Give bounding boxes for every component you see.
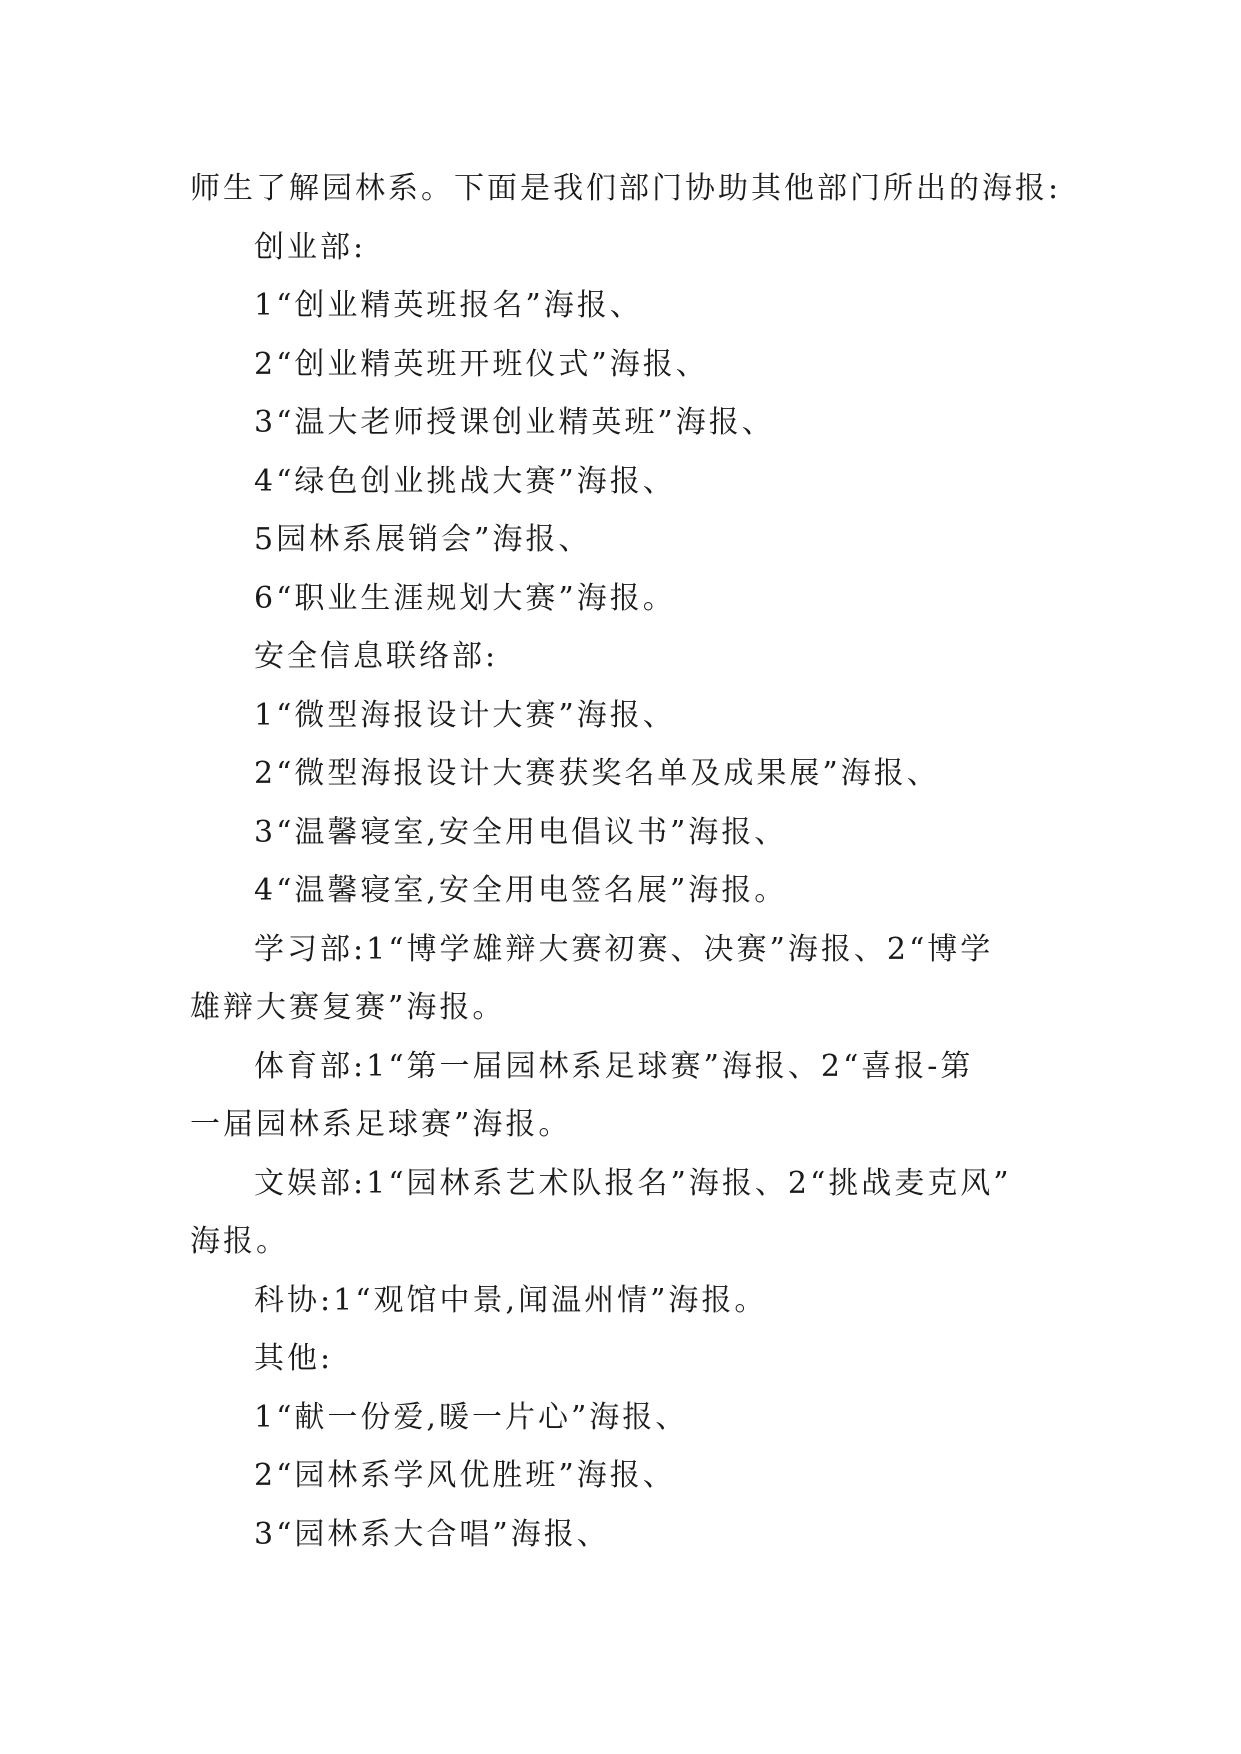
paragraph-xuexi: 学习部:1“博学雄辩大赛初赛、决赛”海报、2“博学 <box>254 931 994 967</box>
paragraph-tiyu-cont: 一届园林系足球赛”海报。 <box>190 1107 572 1142</box>
list-item: 2“园林系学风优胜班”海报、 <box>254 1458 676 1493</box>
text-line: 师生了解园林系。下面是我们部门协助其他部门所出的海报: <box>190 171 1062 206</box>
list-item: 2“微型海报设计大赛获奖名单及成果展”海报、 <box>254 756 940 791</box>
paragraph-tiyu: 体育部:1“第一届园林系足球赛”海报、2“喜报-第 <box>254 1048 974 1084</box>
section-heading-qita: 其他: <box>254 1341 334 1376</box>
list-item: 6“职业生涯规划大赛”海报。 <box>254 580 676 616</box>
list-item: 4“温馨寝室,安全用电签名展”海报。 <box>254 873 788 908</box>
list-item: 4“绿色创业挑战大赛”海报、 <box>254 463 676 499</box>
paragraph-wenyu-cont: 海报。 <box>190 1224 289 1259</box>
list-item: 3“园林系大合唱”海报、 <box>254 1516 610 1552</box>
paragraph-xuexi-cont: 雄辩大赛复赛”海报。 <box>190 990 506 1025</box>
list-item: 1“献一份爱,暖一片心”海报、 <box>254 1399 689 1435</box>
list-item: 1“创业精英班报名”海报、 <box>254 288 643 323</box>
paragraph-wenyu: 文娱部:1“园林系艺术队报名”海报、2“挑战麦克风” <box>254 1165 1012 1201</box>
list-item: 3“温大老师授课创业精英班”海报、 <box>254 405 775 440</box>
list-item: 2“创业精英班开班仪式”海报、 <box>254 346 709 382</box>
list-item: 3“温馨寝室,安全用电倡议书”海报、 <box>254 814 788 850</box>
list-item: 1“微型海报设计大赛”海报、 <box>254 697 676 733</box>
section-heading-chuangye: 创业部: <box>254 229 367 265</box>
list-item: 5园林系展销会”海报、 <box>254 522 592 557</box>
document-body <box>190 160 1060 1564</box>
paragraph-kexie: 科协:1“观馆中景,闻温州情”海报。 <box>254 1282 768 1318</box>
section-heading-anquan: 安全信息联络部: <box>254 639 499 674</box>
